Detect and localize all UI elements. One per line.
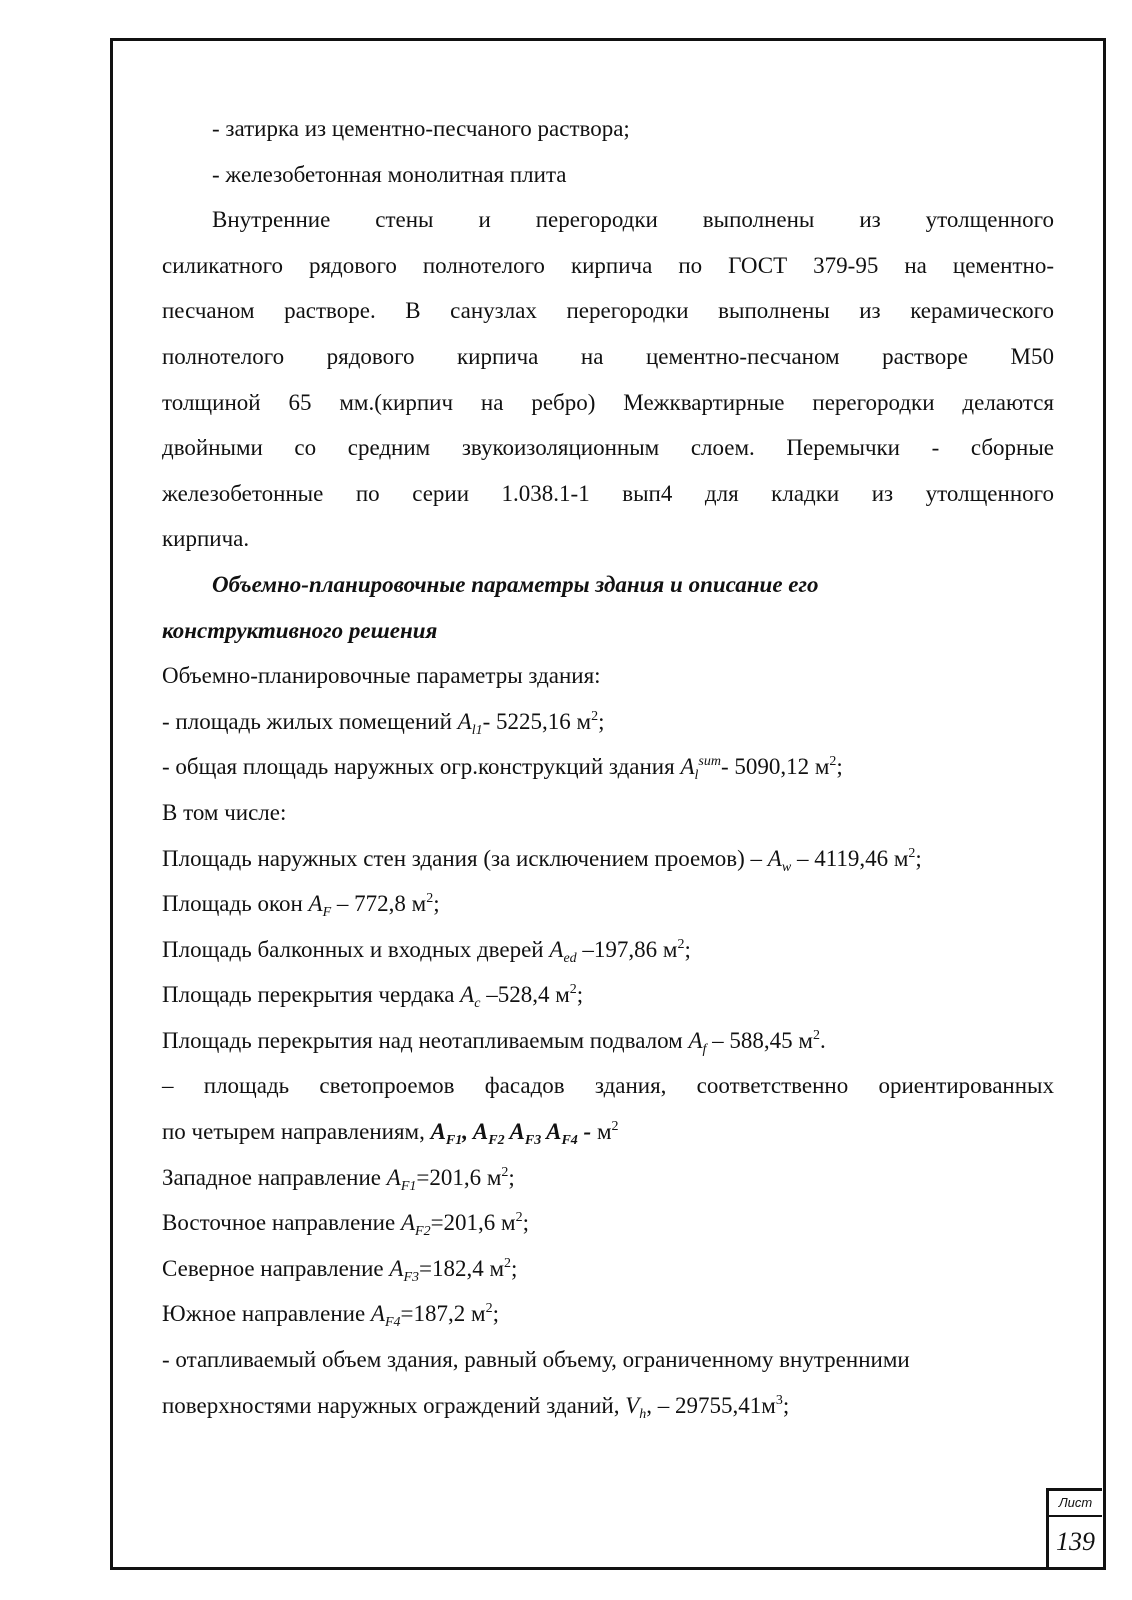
param-volume-cont: поверхностями наружных ограждений зданий, $V_h$, – $29755,41м^3$; <box>162 1392 790 1422</box>
param-envelope-area: - общая площадь наружных огр.конструкций здания $A_l^{sum}-$ 5090,12 $м^2$; <box>162 754 843 784</box>
section-heading-cont: конструктивного решения <box>162 617 438 643</box>
paragraph-line: песчаном растворе. В санузлах перегородки выполнены из керамического <box>162 298 1054 324</box>
paragraph-line: силикатного рядового полнотелого кирпича по ГОСТ 379-95 на цементно- <box>162 252 1054 278</box>
param-doors: Площадь балконных и входных дверей $A_{ed}$ –197,86 $м^2$; <box>162 936 691 966</box>
param-openings-cont: по четырем направлениям, $A_{F1}$, $A_{F2}$ $A_{F3}$ $A_{F4} - м^2$ <box>162 1119 619 1149</box>
paragraph-line: полнотелого рядового кирпича на цементно-песчаном растворе М50 <box>162 343 1054 369</box>
paragraph-line: толщиной 65 мм.(кирпич на ребро) Межквартирные перегородки делаются <box>162 389 1054 415</box>
param-basement: Площадь перекрытия над неотапливаемым подвалом $A_f - 588,45$ $м^2$. <box>162 1027 826 1057</box>
paragraph-line: Внутренние стены и перегородки выполнены из утолщенного <box>212 207 1054 233</box>
param-openings: – площадь светопроемов фасадов здания, соответственно ориентированных <box>162 1073 1054 1099</box>
param-windows: Площадь окон $A_F - 772,8$ $м^2$; <box>162 891 440 921</box>
paragraph-line: кирпича. <box>162 526 250 552</box>
including-label: В том числе: <box>162 799 287 825</box>
document-body <box>162 106 1054 1428</box>
list-item-slab: - железобетонная монолитная плита <box>212 161 567 187</box>
param-north: Северное направление $A_{F3}=182,4$ $м^2$; <box>162 1255 518 1285</box>
param-east: Восточное направление $A_{F2}=201,6$ $м^2$; <box>162 1210 529 1240</box>
param-south: Южное направление $A_{F4}=187,2$ $м^2$; <box>162 1301 499 1331</box>
sheet-stamp <box>1046 1488 1102 1568</box>
sheet-number: 139 <box>1056 1527 1095 1556</box>
param-volume: - отапливаемый объем здания, равный объему, ограниченному внутренними <box>162 1347 910 1373</box>
paragraph-line: железобетонные по серии 1.038.1-1 вып4 для кладки из утолщенного <box>162 480 1054 506</box>
paragraph-walls <box>162 197 1054 562</box>
param-attic: Площадь перекрытия чердака $A_c$ –528,4 $м^2$; <box>162 982 584 1012</box>
param-living-area: - площадь жилых помещений $A_{l1}-$ 5225,16 $м^2$; <box>162 708 605 738</box>
param-walls: Площадь наружных стен здания (за исключением проемов) – $A_w - 4119,46$ $м^2$; <box>162 845 922 875</box>
param-west: Западное направление $A_{F1}=201,6$ $м^2$; <box>162 1164 515 1194</box>
params-title: Объемно-планировочные параметры здания: <box>162 663 601 689</box>
list-item-plaster: - затирка из цементно-песчаного раствора; <box>212 116 630 141</box>
sheet-label: Лист <box>1049 1491 1102 1517</box>
paragraph-line: двойными со средним звукоизоляционным слоем. Перемычки - сборные <box>162 435 1054 461</box>
section-heading: Объемно-планировочные параметры здания и описание его <box>212 571 819 597</box>
